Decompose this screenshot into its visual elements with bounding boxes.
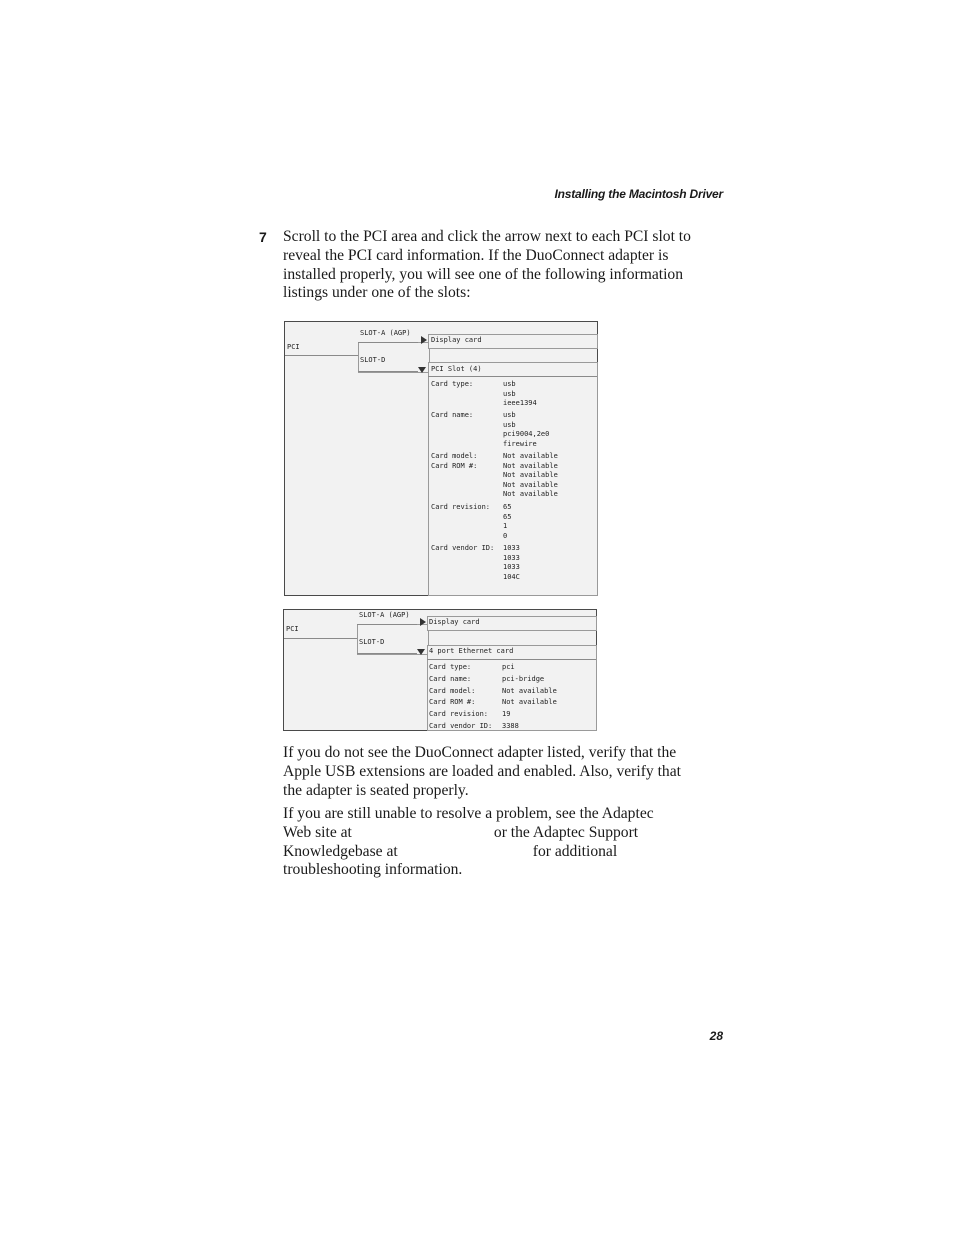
- ethernet-card-title: 4 port Ethernet card: [429, 647, 514, 655]
- slot-d-label: SLOT-D: [360, 356, 386, 364]
- card-model-label: Card model:: [431, 452, 478, 460]
- paragraph-line: If you are still unable to resolve a problem, see the Adaptec: [283, 805, 654, 822]
- card-revision-label: Card revision:: [431, 503, 491, 511]
- slot-a-label: SLOT-A (AGP): [359, 611, 410, 619]
- web-site-text: Web site at: [283, 823, 352, 841]
- slot-a-label: SLOT-A (AGP): [360, 329, 411, 337]
- card-model-values: Not available Not available Not available Not available Not available: [503, 452, 558, 499]
- display-card-label: Display card: [431, 336, 482, 344]
- running-head: Installing the Macintosh Driver: [554, 187, 723, 201]
- pci-label: PCI: [287, 343, 300, 351]
- step-number: 7: [259, 229, 267, 245]
- paragraph-line: [283, 824, 723, 843]
- slot-d-label: SLOT-D: [359, 638, 385, 646]
- support-paragraph: [283, 805, 723, 880]
- step-line: Scroll to the PCI area and click the arrow next to each PCI slot to: [283, 228, 691, 245]
- ethernet-card-listing-screenshot: [283, 609, 597, 731]
- step-line: listings under one of the slots:: [283, 284, 471, 302]
- support-text: or the Adaptec Support: [493, 823, 639, 841]
- card-vendor-label: Card vendor ID:: [431, 544, 495, 552]
- paragraph-line: Apple USB extensions are loaded and enabled. Also, verify that: [283, 762, 681, 780]
- step-line: reveal the PCI card information. If the DuoConnect adapter is: [283, 246, 669, 264]
- paragraph-line: [283, 843, 723, 862]
- verify-paragraph: [283, 744, 723, 800]
- expand-arrow-icon[interactable]: [420, 618, 426, 626]
- card-vendor-values: 1033 1033 1033 104C: [503, 544, 520, 581]
- page-number: 28: [709, 1029, 723, 1043]
- paragraph-line: the adapter is seated properly.: [283, 781, 469, 799]
- pci-slot-listing-screenshot: [284, 321, 598, 596]
- collapse-arrow-icon[interactable]: [418, 367, 426, 373]
- ethernet-card-values: pci pci-bridge Not available Not available 19 3388: [502, 663, 557, 730]
- collapse-arrow-icon[interactable]: [417, 649, 425, 655]
- card-name-values: usb usb pci9004,2e0 firewire: [503, 411, 550, 448]
- step-line: installed properly, you will see one of the following information: [283, 265, 684, 283]
- card-type-values: usb usb ieee1394: [503, 380, 537, 408]
- card-revision-values: 65 65 1 0: [503, 503, 512, 540]
- expand-arrow-icon[interactable]: [421, 336, 427, 344]
- card-rom-label: Card ROM #:: [431, 462, 478, 470]
- step-instructions: [283, 228, 723, 303]
- paragraph-line: troubleshooting information.: [283, 861, 463, 879]
- pci-label: PCI: [286, 625, 299, 633]
- paragraph-line: If you do not see the DuoConnect adapter listed, verify that the: [283, 744, 677, 761]
- pci-slot-title: PCI Slot (4): [431, 365, 482, 373]
- card-name-label: Card name:: [431, 411, 474, 419]
- card-type-label: Card type:: [431, 380, 474, 388]
- display-card-label: Display card: [429, 618, 480, 626]
- additional-text: for additional: [532, 842, 618, 860]
- knowledgebase-text: Knowledgebase at: [283, 842, 398, 860]
- ethernet-card-labels: Card type: Card name: Card model: Card ROM #: Card revision: Card vendor ID:: [429, 663, 493, 730]
